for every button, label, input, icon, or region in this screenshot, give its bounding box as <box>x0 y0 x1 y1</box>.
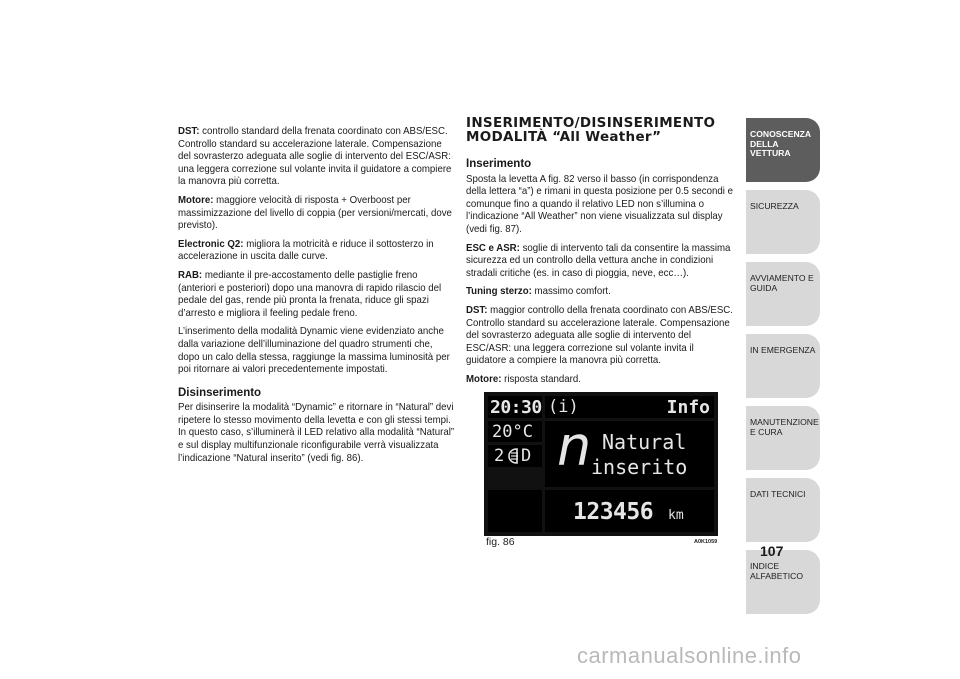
heading-disinserimento: Disinserimento <box>178 386 262 399</box>
mode-panel <box>545 415 714 487</box>
page-number: 107 <box>760 543 784 559</box>
paragraph-dst-right: DST: maggior controllo della frenata coordinato con ABS/ESC. Controllo standard su accelerazione laterale. Compensazione del sovrasterzo adeguata alle soglie di intervento del ESC/ASR: una leggera correzione sul volante invita il guidatore a compiere la manovra più corretta. <box>466 304 733 367</box>
gear-panel <box>488 445 542 467</box>
mode-status: inserito <box>591 455 688 479</box>
tab-indice-alfabetico[interactable]: INDICE ALFABETICO <box>746 550 820 614</box>
paragraph-motore: Motore: maggiore velocità di risposta + Overboost per massimizzazione del livello di coppia (per versioni/mercati, dove previsto). <box>178 194 452 232</box>
chapter-sidebar <box>746 118 820 614</box>
headlight-letter: D <box>521 446 532 466</box>
paragraph-motore-right: Motore: risposta standard. <box>466 373 581 385</box>
info-label: Info <box>666 397 710 418</box>
tab-sicurezza[interactable]: SICUREZZA <box>746 190 820 254</box>
tab-in-emergenza[interactable]: IN EMERGENZA <box>746 334 820 398</box>
paragraph-electronic-q2: Electronic Q2: migliora la motricità e riduce il sottosterzo in accelerazione in uscita dalle curve. <box>178 238 434 263</box>
temperature-panel <box>488 421 542 442</box>
info-icon: (i) <box>548 397 579 417</box>
tab-manutenzione-e-cura[interactable]: MANUTENZIONE E CURA <box>746 406 820 470</box>
section-title: INSERIMENTO/DISINSERIMENTO MODALITÀ “All Weather” <box>466 115 716 145</box>
gear-readout: 2 <box>494 446 505 466</box>
tab-dati-tecnici[interactable]: DATI TECNICI <box>746 478 820 542</box>
time-panel <box>488 396 542 418</box>
odometer-readout: 123456 <box>573 499 654 525</box>
headlight-icon <box>508 448 519 464</box>
watermark: carmanualsonline.info <box>577 643 802 668</box>
temperature-readout: 20°C <box>492 422 533 442</box>
paragraph-tuning-sterzo: Tuning sterzo: massimo comfort. <box>466 286 611 298</box>
left-column <box>178 126 468 471</box>
display-figure <box>484 392 718 536</box>
figure-code: A0K1059 <box>694 539 718 545</box>
time-readout: 20:30 <box>490 397 542 418</box>
odometer-unit: km <box>668 508 684 523</box>
mode-letter: n <box>557 415 592 478</box>
odometer-value-panel <box>545 490 714 532</box>
heading-inserimento: Inserimento <box>466 158 532 170</box>
figure-caption: fig. 86 <box>486 536 515 548</box>
mode-name: Natural <box>602 430 687 454</box>
paragraph-inserimento: Sposta la levetta A fig. 82 verso il basso (in corrispondenza della lettera “a”) e rimani in questa posizione per 0.5 secondi e comunque fino a quando il relativo LED non s’illumina o l’indicazione “All Weather” non viene visualizzata sul display (vedi fig. 87). <box>466 173 733 235</box>
paragraph-dst: DST: controllo standard della frenata coordinato con ABS/ESC. Controllo standard su accelerazione laterale. Compensazione del sovrasterzo adeguata alle soglie di intervento del ESC/ASR: una leggera correzione sul volante invita il guidatore a compiere la manovra più corretta. <box>178 126 452 188</box>
paragraph-rab: RAB: mediante il pre-accostamento delle pastiglie freno (anteriori e posteriori) dopo una manovra di rapido rilascio del pedale del gas, rende più pronta la frenata, riduce gli spazi d’arresto e migliora il feeling pedale freno. <box>178 269 442 319</box>
paragraph-esc-asr: ESC e ASR: soglie di intervento tali da consentire la massima sicurezza ed un controllo della vettura anche in condizioni stradali critiche (es. in caso di pioggia, neve, ecc…). <box>466 242 731 279</box>
odometer-panel <box>488 490 542 532</box>
tab-conoscenza-della-vettura[interactable]: CONOSCENZA DELLA VETTURA <box>746 118 820 182</box>
right-column <box>466 116 741 393</box>
paragraph-dynamic: L’inserimento della modalità Dynamic viene evidenziato anche dalla variazione dell’illuminazione del quadro strumenti che, dopo un calo della stessa, raggiunge la massima luminosità per poi ritornare ai valori precedentemente impostati. <box>178 326 450 376</box>
paragraph-disinserimento: Per disinserire la modalità “Dynamic” e ritornare in “Natural” devi ripetere lo stesso movimento della levetta e con gli stessi tempi. In questo caso, s’illuminerà il LED relativo alla modalità “Natural” e sul display multifunzionale riconfigurabile verrà visualizzata l’indicazione “Natural inserito” (vedi fig. 86). <box>178 402 455 464</box>
tab-avviamento-e-guida[interactable]: AVVIAMENTO E GUIDA <box>746 262 820 326</box>
